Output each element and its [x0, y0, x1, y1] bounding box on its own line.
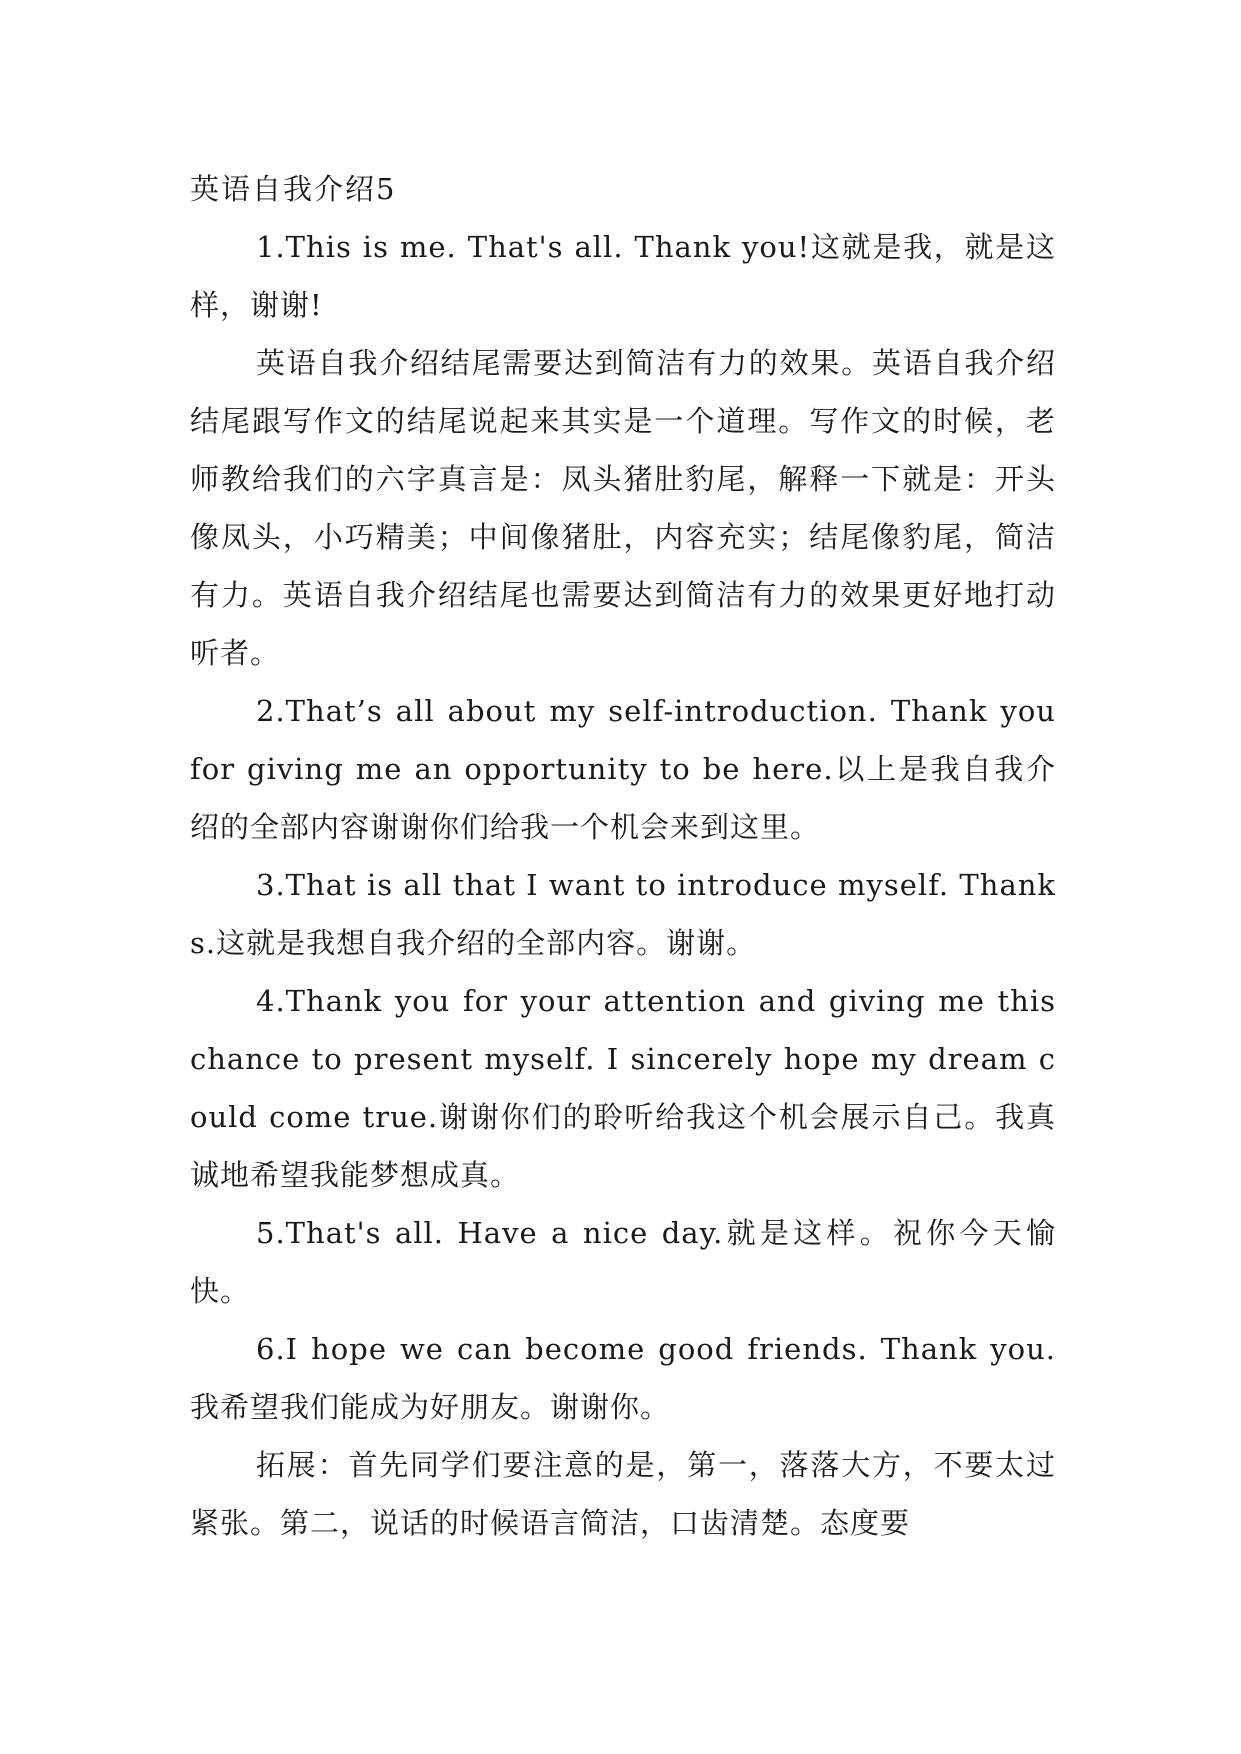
paragraph-6: 5.That's all. Have a nice day.就是这样。祝你今天愉快。 — [190, 1216, 1056, 1308]
paragraph-3: 2.That’s all about my self-introduction. Thank you for giving me an opportunity to be here.以上是我自我介绍的全部内容谢谢你们给我一个机会来到这里。 — [190, 694, 1056, 844]
paragraph-8: 拓展：首先同学们要注意的是，第一，落落大方，不要太过紧张。第二，说话的时候语言简洁，口齿清楚。态度要 — [190, 1448, 1056, 1540]
paragraph-5: 4.Thank you for your attention and giving me this chance to present myself. I sincerely hope my dream could come true.谢谢你们的聆听给我这个机会展示自己。我真诚地希望我能梦想成真。 — [190, 984, 1056, 1192]
document-title: 英语自我介绍5 — [190, 172, 397, 206]
paragraph-7: 6.I hope we can become good friends. Thank you.我希望我们能成为好朋友。谢谢你。 — [190, 1332, 1056, 1424]
paragraph-1: 1.This is me. That's all. Thank you!这就是我，就是这样，谢谢! — [190, 230, 1056, 322]
paragraph-4: 3.That is all that I want to introduce myself. Thanks.这就是我想自我介绍的全部内容。谢谢。 — [190, 868, 1056, 960]
document-page — [190, 160, 1056, 1552]
paragraph-2: 英语自我介绍结尾需要达到简洁有力的效果。英语自我介绍结尾跟写作文的结尾说起来其实是一个道理。写作文的时候，老师教给我们的六字真言是：凤头猪肚豹尾，解释一下就是：开头像凤头，小巧精美；中间像猪肚，内容充实；结尾像豹尾，简洁有力。英语自我介绍结尾也需要达到简洁有力的效果更好地打动听者。 — [190, 346, 1056, 670]
